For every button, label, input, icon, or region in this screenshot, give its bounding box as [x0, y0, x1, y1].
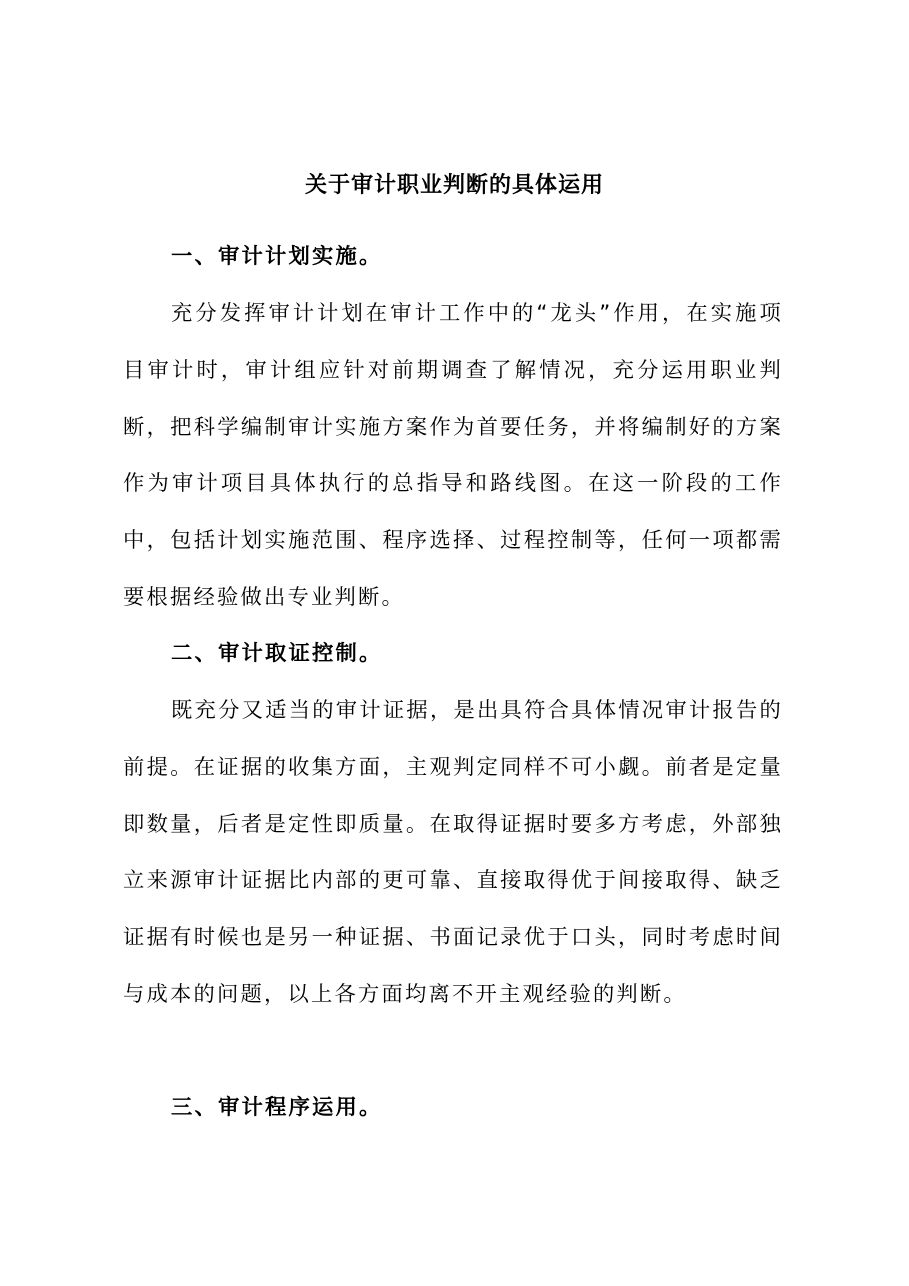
document-title: 关于审计职业判断的具体运用: [304, 172, 604, 198]
section-paragraph-2: 既充分又适当的审计证据，是出具符合具体情况审计报告的前提。在证据的收集方面，主观判定同样不可小觑。前者是定量即数量，后者是定性即质量。在取得证据时要多方考虑，外部独立来源审计证据比内部的更可靠、直接取得优于间接取得、缺乏证据有时候也是另一种证据、书面记录优于口头，同时考虑时间与成本的问题，以上各方面均离不开主观经验的判断。: [123, 698, 783, 1007]
section-heading-1: 一、审计计划实施。: [171, 244, 383, 269]
section-heading-2: 二、审计取证控制。: [171, 641, 383, 666]
section-heading-3: 三、审计程序运用。: [171, 1095, 383, 1120]
section-paragraph-1: 充分发挥审计计划在审计工作中的“龙头”作用，在实施项目审计时，审计组应针对前期调查了解情况，充分运用职业判断，把科学编制审计实施方案作为首要任务，并将编制好的方案作为审计项目具体执行的总指导和路线图。在这一阶段的工作中，包括计划实施范围、程序选择、过程控制等，任何一项都需要根据经验做出专业判断。: [123, 301, 783, 610]
